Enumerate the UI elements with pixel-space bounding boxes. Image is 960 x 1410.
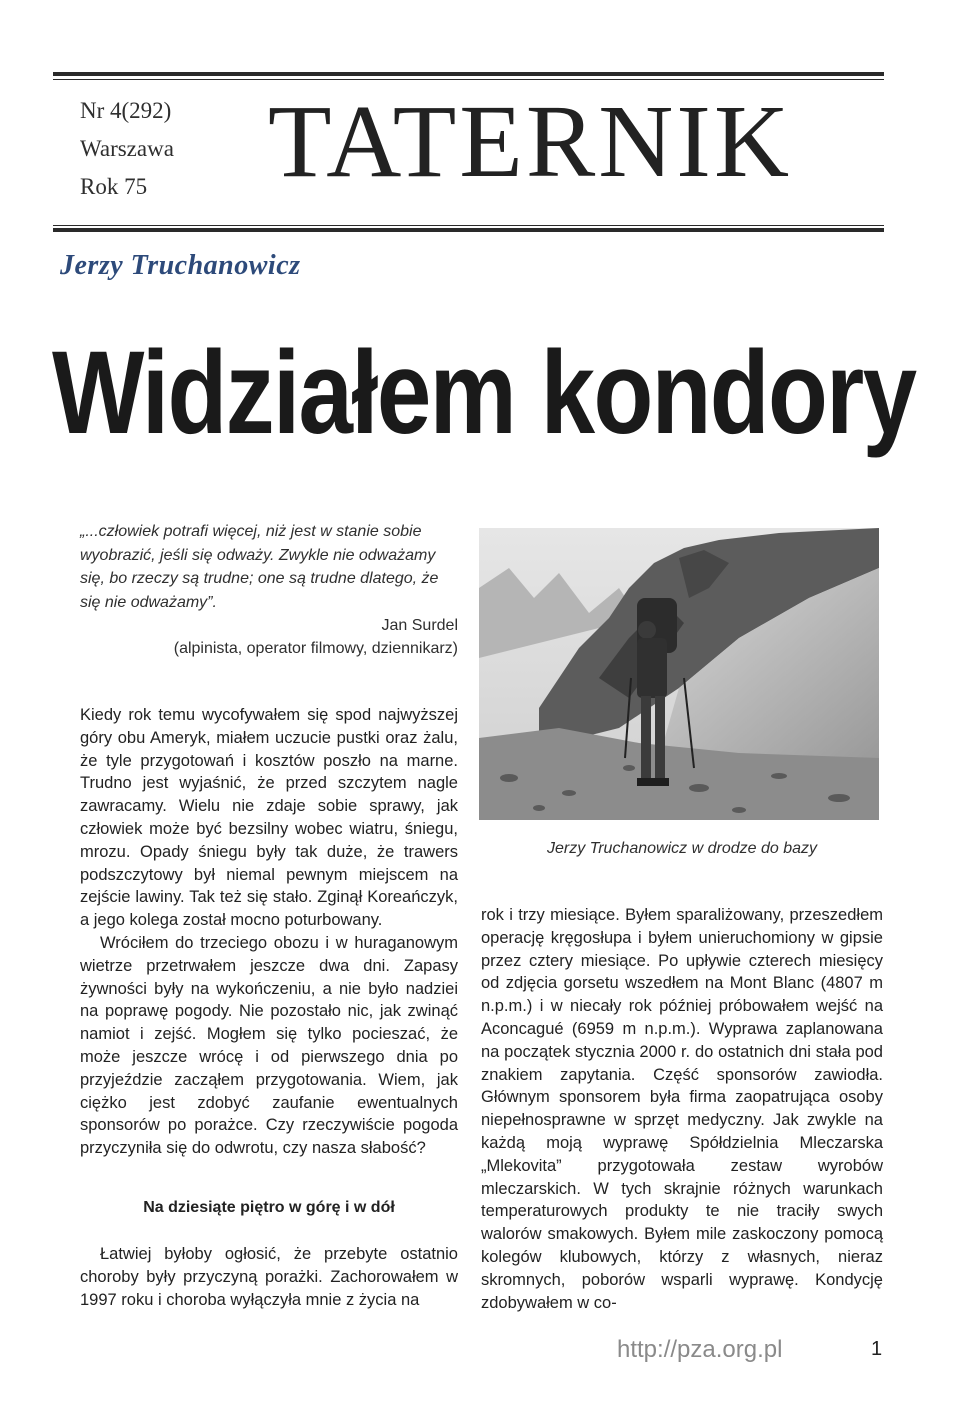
epigraph-attribution: Jan Surdel	[381, 617, 458, 634]
paragraph: Kiedy rok temu wycofywałem się spod najwyższej góry obu Ameryk, miałem uczucie pustki oraz żalu, że tyle przygotowań i kosztów poszło na marne. Trudno jest wyjaśnić, że przed szczytem nagle zawracamy. Wielu nie zdaje sobie sprawy, jak człowiek może być bezsilny wobec wiatru, śniegu, mrozu. Opady śniegu były tak duże, że trawers podszczytowy był niemal pewnym miejscem na zejście lawiny. Tak też się stało. Zginął Koreańczyk, a jego kolega został mocno poturbowany.	[80, 706, 458, 930]
epigraph-quote: „...człowiek potrafi więcej, niż jest w stanie sobie wyobrazić, jeśli się odważy. Zwykle nie odważamy się, bo rzeczy są trudne; one są trudne dlatego, że się nie odważamy”.	[80, 523, 439, 611]
article-column-1	[80, 704, 458, 1160]
paragraph: rok i trzy miesiące. Byłem sparaliżowany, przeszedłem operację kręgosłupa i byłem unieruchomiony w gipsie przez cztery miesiące. Po upływie czterech miesięcy od zdjęcia gorsetu wszedłem na Mont Blanc (4807 m n.p.m.) i w niecały rok później próbowałem wejść na Aconcagué (6959 m n.p.m.). Wyprawa zaplanowana na początek stycznia 2000 r. do ostatnich dni stała pod znakiem zapytania. Część sponsorów zawiodła. Głównym sponsorem była firma zaopatrująca osoby niepełnosprawne w sprzęt medyczny. Jak zwykle na każdą moją wyprawę Spółdzielnia Mleczarska „Mlekovita” przygotowała zestaw wyrobów mleczarskich. W tych skrajnie różnych warunkach temperaturowych produkty te nie traciły swych walorów smakowych. Byłem mile zaskoczony pomocą kolegów klubowych, którzy z własnych, nieraz skromnych, poborów wsparli wyprawę. Kondycję zdobywałem w co-	[481, 906, 883, 1312]
issue-info	[80, 92, 174, 206]
masthead-top-rule-thick	[53, 72, 884, 76]
article-title: Widziałem kondory	[52, 327, 916, 459]
masthead-bottom-rule-thin	[53, 225, 884, 226]
article-column-1-continued	[80, 1243, 458, 1311]
article-column-2	[481, 904, 883, 1314]
epigraph-role: (alpinista, operator filmowy, dziennikarz)	[173, 640, 458, 657]
issue-number: Nr 4(292)	[80, 98, 172, 123]
magazine-logo: TATERNIK	[268, 84, 793, 199]
page-number: 1	[871, 1338, 883, 1360]
section-subheading: Na dziesiąte piętro w górę i w dół	[143, 1199, 395, 1216]
photo-caption: Jerzy Truchanowicz w drodze do bazy	[546, 840, 818, 857]
masthead-bottom-rule-thick	[53, 228, 884, 232]
paragraph: Wróciłem do trzeciego obozu i w huraganowym wietrze przetrwałem jeszcze dwa dni. Zapasy żywności były na wykończeniu, a nie było nadziei na poprawę pogody. Nie pozostało nic, jak zwinąć namiot i zejść. Mogłem się tylko pocieszać, że może jeszcze wrócę i od pierwszego dnia po przyjeździe zacząłem przygotowania. Wiem, jak ciężko jest zdobyć zaufanie ewentualnych sponsorów po porażce. Czy rzeczywiście pogoda przyczyniła się do odwrotu, czy nasza słabość?	[80, 933, 458, 1158]
paragraph: Łatwiej byłoby ogłosić, że przebyte ostatnio choroby były przyczyną porażki. Zachorowałem w 1997 roku i choroba wyłączyła mnie z życia na	[80, 1245, 458, 1309]
issue-year: Rok 75	[80, 174, 148, 199]
climber-photo	[479, 528, 879, 820]
footer-url: http://pza.org.pl	[617, 1336, 783, 1363]
article-author: Jerzy Truchanowicz	[60, 250, 301, 281]
issue-city: Warszawa	[80, 136, 174, 161]
